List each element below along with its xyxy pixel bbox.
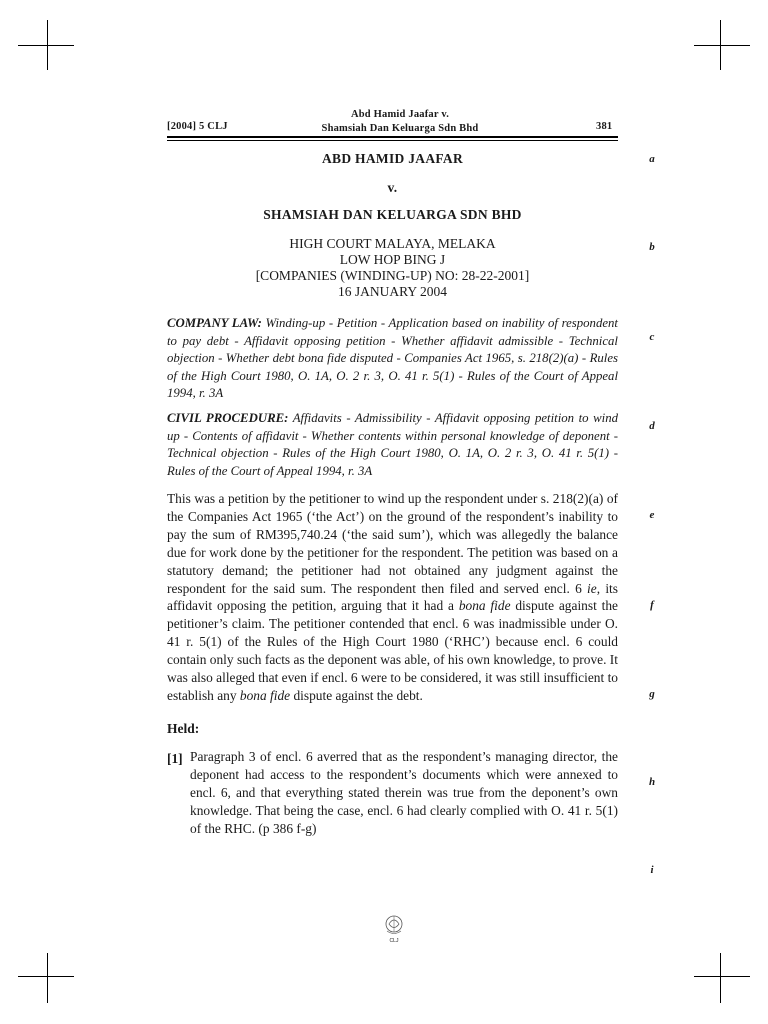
logo-caption: CLJ [389,938,399,944]
party-respondent: SHAMSIAH DAN KELUARGA SDN BHD [263,207,522,222]
margin-letter: h [648,776,656,788]
margin-letter: b [649,241,655,253]
crop-mark-top-right [694,45,750,46]
summary-italic: bona fide [239,687,291,703]
catchword-company-law [167,315,618,403]
court-name: HIGH COURT MALAYA, MELAKA [289,236,496,251]
catchword-heading: CIVIL PROCEDURE: [167,411,289,425]
running-header-line2: Shamsiah Dan Keluarga Sdn Bhd [321,123,479,134]
crop-mark-bottom-left [47,953,48,1003]
margin-letter: i [650,864,654,876]
summary-text: , its affidavit opposing the petition, arguing that it had a [167,580,618,614]
summary-italic: ie [587,580,597,596]
crop-mark-bottom-right [694,976,750,977]
running-header-case-name [300,108,500,136]
crop-mark-bottom-right [720,953,721,1003]
margin-letter: g [649,688,655,700]
crop-mark-top-left [18,45,74,46]
summary-text: dispute against the debt. [290,687,423,703]
running-header-citation: [2004] 5 CLJ [167,121,228,132]
case-number: [COMPANIES (WINDING-UP) NO: 28-22-2001] [255,268,530,283]
versus: v. [387,180,398,195]
held-heading: Held: [167,721,200,736]
party-petitioner: ABD HAMID JAAFAR [321,151,464,166]
court-block [167,236,618,300]
catchword-text: Winding-up - Petition - Application based on inability of respondent to pay debt - Affidavit opposing petition - Whether affidavit admissible - Technical objection - Whether debt bona fide disputed - Companies Act 1965, s. 218(2)(a) - Rules of the High Court 1980, O. 1A, O. 2 r. 3, O. 41 r. 5(1) - Rules of the Court of Appeal 1994, r. 3A [167,316,618,401]
case-summary-paragraph [167,490,618,705]
catchword-heading: COMPANY LAW: [167,316,262,330]
summary-italic: bona fide [458,598,511,614]
held-item-number: [1] [167,751,183,766]
summary-text: dispute against the petitioner’s claim. The petitioner contended that encl. 6 was inadmissible under O. 41 r. 5(1) of the Rules of the High Court 1980 (‘RHC’) because encl. 6 could contain only such facts as the deponent was able, of his own knowledge, to prove. It was also alleged that even if encl. 6 were to be considered, it was still insufficient to establish any [167,598,618,703]
margin-letter: e [649,509,655,521]
catchword-text: Affidavits - Admissibility - Affidavit opposing petition to wind up - Contents of affidavit - Whether contents within personal knowledge of deponent - Technical objection - Rules of the High Court 1980, O. 1A, O. 2 r. 3, O. 41 r. 5(1) - Rules of the Court of Appeal 1994, r. 3A [167,411,618,478]
margin-letter: c [649,331,655,343]
margin-letter: a [649,153,655,165]
catchword-civil-procedure [167,410,618,480]
summary-text: This was a petition by the petitioner to wind up the respondent under s. 218(2)(a) of the Companies Act 1965 (‘the Act’) on the ground of the respondent’s inability to pay the sum of RM395,740.24 (‘the said sum’), which was allegedly the balance due for work done by the petitioner for the respondent. The petition was based on a statutory demand; the petitioner had not obtained any judgment against the respondent for the said sum. The respondent then filed and served encl. 6 [167,491,618,596]
crop-mark-bottom-left [18,976,74,977]
header-rule [167,136,618,138]
running-header-line1: Abd Hamid Jaafar v. [350,109,450,120]
header-rule-thin [167,140,618,141]
judge-name: LOW HOP BING J [339,252,446,267]
judgment-date: 16 JANUARY 2004 [337,284,447,299]
margin-letter: f [650,599,654,611]
page-number: 381 [596,121,613,132]
margin-letter: d [649,420,655,432]
held-item-text: Paragraph 3 of encl. 6 averred that as the respondent’s managing director, the deponent had access to the respondent’s documents which were annexed to encl. 6, and that everything stated therein was true from the deponent’s own knowledge. That being the case, encl. 6 had clearly complied with O. 41 r. 5(1) of the RHC. (p 386 f-g) [190,749,618,836]
